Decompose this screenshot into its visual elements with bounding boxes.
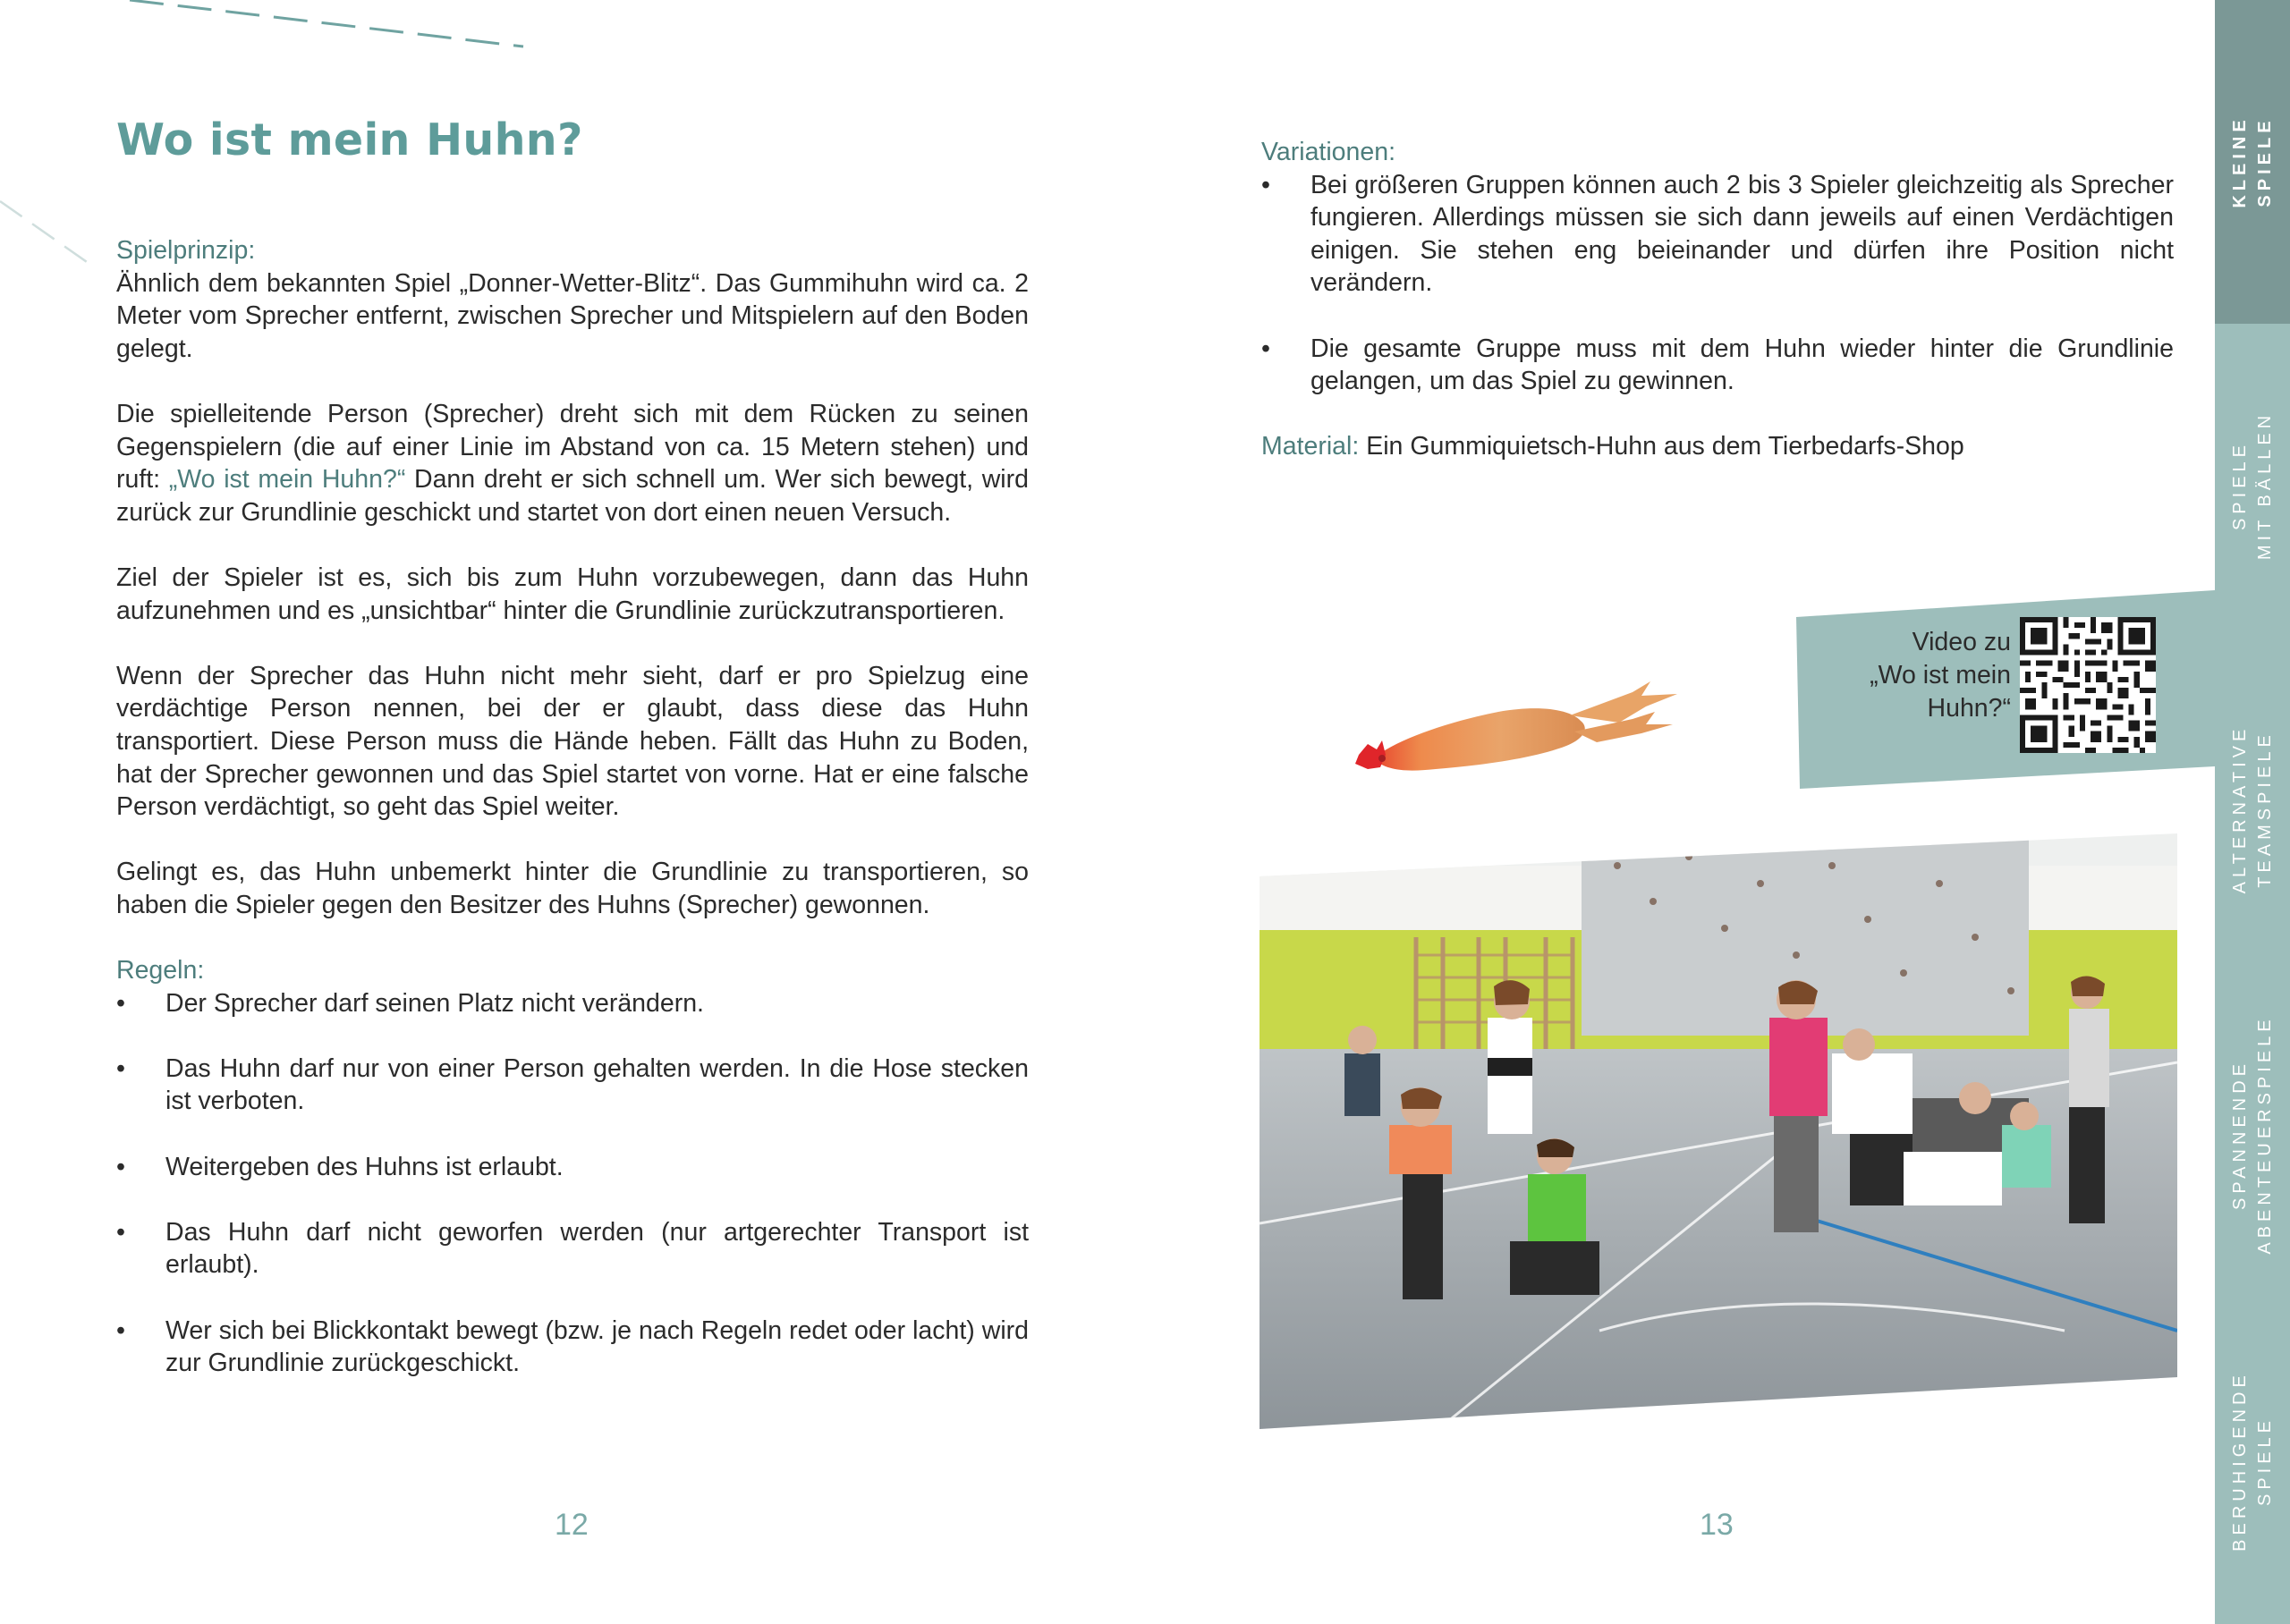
tab-label-line: SPIELE: [2230, 440, 2250, 531]
variation-text: Die gesamte Gruppe muss mit dem Huhn wieder hinter die Grundlinie gelangen, um das Spiel zu gewinnen.: [1310, 334, 2174, 396]
right-text-column: [1261, 136, 2174, 463]
quote-wo-ist-mein-huhn: „Wo ist mein Huhn?“: [168, 465, 406, 495]
bullet-icon: •: [116, 988, 125, 1018]
paragraph-sprecher: [116, 398, 1029, 529]
tab-label: [2227, 411, 2277, 560]
variationen-label: Variationen:: [1261, 138, 1395, 166]
rule-text: Das Huhn darf nur von einer Person gehalten werden. In die Hose stecken ist verboten.: [165, 1053, 1029, 1116]
tab-kleine-spiele[interactable]: [2215, 0, 2290, 324]
bullet-icon: •: [1261, 170, 1270, 199]
rule-text: Wer sich bei Blickkontakt bewegt (bzw. je nach Regeln redet oder lacht) wird zur Grundlinie zurückgeschickt.: [165, 1315, 1029, 1378]
rule-item: [116, 987, 1029, 1020]
tab-label: [2227, 1015, 2277, 1254]
paragraph-verdacht: Wenn der Sprecher das Huhn nicht mehr sieht, darf er pro Spielzug eine verdächtige Person nennen, bei der er glaubt, dass diese das Huhn transportiert. Diese Person muss die Hände heben. Fällt das Huhn zu Boden, hat der Sprecher gewonnen und das Spiel startet von vorne. Hat er eine falsche Person verdächtigt, so geht das Spiel weiter.: [116, 661, 1029, 822]
video-caption: [1796, 626, 2011, 725]
page-title: Wo ist mein Huhn?: [116, 114, 583, 165]
paragraph-ziel: Ziel der Spieler ist es, sich bis zum Huhn vorzubewegen, dann das Huhn aufzunehmen und es „unsichtbar“ hinter die Grundlinie zurückzutransportieren.: [116, 562, 1029, 625]
paragraph-sprecher-start: Die spielleitende Person (Sprecher) dreht sich mit dem Rücken zu seinen Gegenspielern (die auf einer Linie im Abstand von ca. 15 Metern stehen) und ruft:: [116, 399, 1029, 495]
page-number-right: 13: [1700, 1508, 1734, 1542]
bullet-icon: •: [116, 1053, 125, 1083]
tab-label-line: MIT BÄLLEN: [2255, 410, 2275, 561]
rule-text: Der Sprecher darf seinen Platz nicht verändern.: [165, 988, 704, 1018]
bullet-icon: •: [1261, 334, 1270, 363]
spielprinzip-label: Spielprinzip:: [116, 236, 256, 265]
tab-label-line: ALTERNATIVE: [2230, 724, 2250, 894]
tab-label-line: SPIELE: [2255, 116, 2275, 207]
rule-item: [116, 1216, 1029, 1281]
gym-photo: [1260, 830, 2177, 1429]
chapter-tabs: [2215, 0, 2290, 1624]
tab-label: [2227, 1371, 2277, 1552]
paragraph-gewinn: Gelingt es, das Huhn unbemerkt hinter die Grundlinie zu transportieren, so haben die Spieler gegen den Besitzer des Huhns (Sprecher) gewonnen.: [116, 858, 1029, 919]
variation-text: Bei größeren Gruppen können auch 2 bis 3 Spieler gleichzeitig als Sprecher fungieren. Allerdings müssen sie sich dann jeweils auf einen Verdächtigen einigen. Sie stehen eng beieinander und dürfen ihre Position nicht verändern.: [1310, 170, 2174, 298]
tab-spannende-abenteuerspiele[interactable]: [2215, 971, 2290, 1298]
rule-text: Weitergeben des Huhns ist erlaubt.: [165, 1152, 564, 1181]
rule-item: [116, 1151, 1029, 1184]
tab-alternative-teamspiele[interactable]: [2215, 647, 2290, 971]
regeln-label: Regeln:: [116, 956, 205, 985]
tab-spiele-mit-baellen[interactable]: [2215, 324, 2290, 647]
qr-code-icon[interactable]: [2020, 617, 2156, 753]
tab-label: [2227, 725, 2277, 894]
tab-label-line: KLEINE: [2230, 115, 2250, 208]
variations-list: [1261, 169, 2174, 398]
tab-label: [2227, 115, 2277, 207]
paragraph-intro: Ähnlich dem bekannten Spiel „Donner-Wetter-Blitz“. Das Gummihuhn wird ca. 2 Meter vom Sprecher entfernt, zwischen Sprecher und Mitspielern auf den Boden gelegt.: [116, 268, 1029, 363]
rule-text: Das Huhn darf nicht geworfen werden (nur artgerechter Transport ist erlaubt).: [165, 1217, 1029, 1280]
rule-item: [116, 1053, 1029, 1118]
video-caption-line: Huhn?“: [1927, 694, 2011, 723]
video-caption-line: Video zu: [1912, 628, 2011, 656]
material-label: Material:: [1261, 432, 1360, 461]
material-line: [1261, 430, 2174, 463]
rule-item: [116, 1315, 1029, 1380]
variation-item: [1261, 169, 2174, 300]
bullet-icon: •: [116, 1217, 125, 1247]
rubber-chicken-image: [1346, 669, 1695, 803]
page-number-left: 12: [555, 1508, 589, 1542]
material-text: Ein Gummiquietsch-Huhn aus dem Tierbedarfs-Shop: [1359, 432, 1964, 461]
paragraph-sprecher-end: Dann dreht er sich schnell um. Wer sich bewegt, wird zurück zur Grundlinie geschickt und startet von dort einen neuen Versuch.: [116, 465, 1029, 527]
video-caption-line: „Wo ist mein: [1870, 661, 2011, 689]
left-text-column: [116, 234, 1029, 1412]
bullet-icon: •: [116, 1152, 125, 1181]
bullet-icon: •: [116, 1315, 125, 1345]
tab-label-line: BERUHIGENDE: [2230, 1370, 2250, 1552]
tab-beruhigende-spiele[interactable]: [2215, 1298, 2290, 1624]
tab-label-line: ABENTEUERSPIELE: [2255, 1014, 2275, 1255]
tab-label-line: SPIELE: [2255, 1416, 2275, 1506]
variation-item: [1261, 333, 2174, 398]
tab-label-line: SPANNENDE: [2230, 1059, 2250, 1210]
tab-label-line: TEAMSPIELE: [2255, 731, 2275, 888]
rules-list: [116, 987, 1029, 1380]
